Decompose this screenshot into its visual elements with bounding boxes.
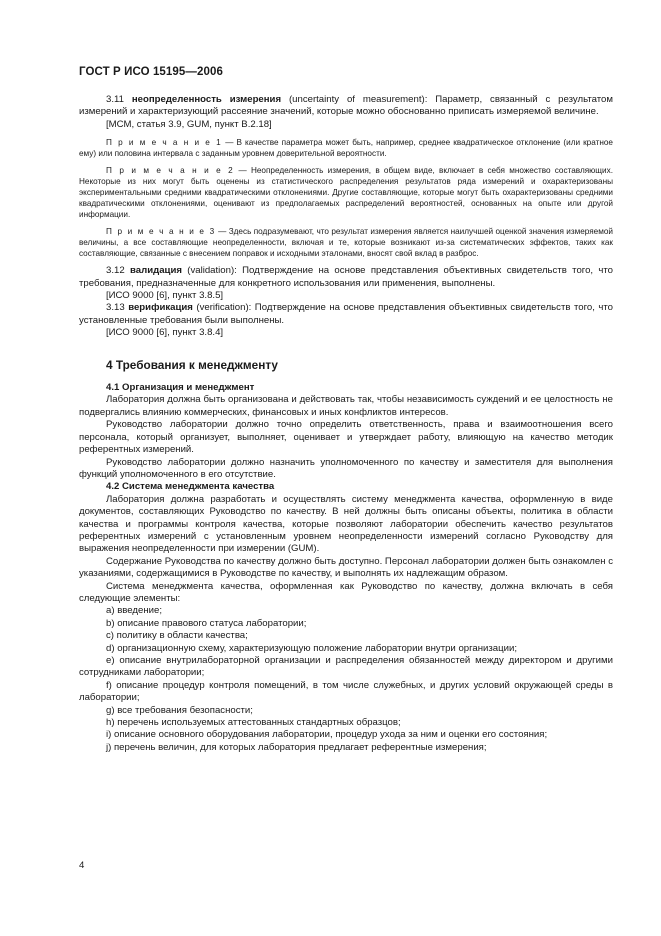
list-item: c) политику в области качества; [106,630,248,642]
paragraph: Руководство лаборатории должно назначить уполномоченного по качеству и заместителя для выполнения функций уполномоченного в его отсутствие. [79,456,613,480]
note-text: — В качестве параметра может быть, например, среднее квадратическое отклонение (или кратное ему) или половина интервала с заданным уровнем доверительной вероятности. [79,138,613,159]
list-item: g) все требования безопасности; [106,704,253,716]
subsection-4-1-title: 4.1 Организация и менеджмент [106,382,255,394]
document-header: ГОСТ Р ИСО 15195—2006 [79,66,224,78]
definition: (uncertainty of measurement): Параметр, связанный с результатом измерений и характеризующий рассеяние значений, которые можно обоснованно приписать измеряемой величине. [79,94,613,118]
list-item: e) описание внутрилабораторной организации и распределения обязанностей между директором и другими сотрудниками лаборатории; [79,655,613,679]
note-label: П р и м е ч а н и е 2 [106,166,235,176]
clause-3-13 [79,302,613,327]
note-label: П р и м е ч а н и е 1 [106,138,223,148]
page-number: 4 [79,860,85,871]
paragraph: Содержание Руководства по качеству должно быть доступно. Персонал лаборатории должен быть ознакомлен с указаниями, содержащимися в Руководстве по качеству, и выполнять их надлежащим образом. [79,555,613,580]
note-text: — Неопределенность измерения, в общем виде, включает в себя множество составляющих. Некоторые из них могут быть оценены из статистического распределения результатов ряда измерений и охарактеризованы экспериментальными средними квадратическими отклонениями. Другие составляющие, которые могут быть охарактеризованы средними квадратическими отклонениями, оценивают из предполагаемых распределений вероятностей, основанных на опыте или другой информации. [79,166,613,220]
clause-3-11 [79,94,613,119]
note-text: — Здесь подразумевают, что результат измерения является наилучшей оценкой значения измеряемой величины, а все составляющие неопределенности, включая и те, которые возникают из-за систематических эффектов, таких как составляющие, связанные с внесением поправок и исходными эталонами, вносят свой вклад в разброс. [79,227,613,259]
paragraph: Лаборатория должна разработать и осуществлять систему менеджмента качества, оформленную в виде документов, составляющих Руководство по качеству. В ней должны быть описаны объекты, политика в области качества и программы контроля качества, которые позволяют лаборатории обеспечить качество результатов референтных измерений с установленным уровнем неопределенности измерений согласно Руководству для выражения неопределенности при измерении (GUM). [79,493,613,555]
definition: (verification): Подтверждение на основе представления объективных свидетельств того, что установленные требования были выполнены. [79,302,613,326]
clause-number: 3.13 [106,302,125,314]
note-1 [79,137,613,159]
term: валидация [130,265,182,277]
list-item: i) описание основного оборудования лаборатории, процедур ухода за ним и оценки его состояния; [106,729,548,741]
clause-3-12 [79,265,613,290]
reference: [МСМ, статья 3.9, GUM, пункт В.2.18] [106,118,272,130]
clause-number: 3.12 [106,265,125,277]
note-2 [79,165,613,220]
clause-number: 3.11 [106,94,124,105]
reference: [ИСО 9000 [6], пункт 3.8.5] [106,290,224,302]
paragraph: Система менеджмента качества, оформленная как Руководство по качеству, должна включать в себя следующие элементы: [79,580,613,604]
paragraph: Лаборатория должна быть организована и действовать так, чтобы независимость суждений и ее целостность не подвергались влиянию коммерческих, финансовых и иных конфликтов интересов. [79,394,613,418]
list-item: h) перечень используемых аттестованных стандартных образцов; [106,717,401,729]
list-item: d) организационную схему, характеризующую положение лаборатории внутри организации; [106,642,518,654]
paragraph: Руководство лаборатории должно точно определить ответственность, права и взаимоотношения всего персонала, который организует, выполняет, оценивает и утверждает работу, влияющую на качество методик референтных измерений. [79,419,613,456]
note-label: П р и м е ч а н и е 3 [106,227,216,237]
list-item: a) введение; [106,605,162,617]
section-4-title: 4 Требования к менеджменту [106,357,278,372]
definition: (validation): Подтверждение на основе представления объективных свидетельств того, что требования, предназначенные для конкретного использования или применения, выполнены. [79,265,614,289]
list-item: j) перечень величин, для которых лаборатория предлагает референтные измерения; [106,741,487,753]
term: верификация [128,302,193,314]
reference: [ИСО 9000 [6], пункт 3.8.4] [106,327,224,339]
term: неопределенность измерения [131,94,282,105]
subsection-4-2-title: 4.2 Система менеджмента качества [106,481,275,493]
note-3 [79,226,613,259]
list-item: f) описание процедур контроля помещений, в том числе служебных, и других условий окружающей среды в лаборатории; [79,679,613,704]
document-body [79,94,613,754]
list-item: b) описание правового статуса лаборатории; [106,617,307,629]
